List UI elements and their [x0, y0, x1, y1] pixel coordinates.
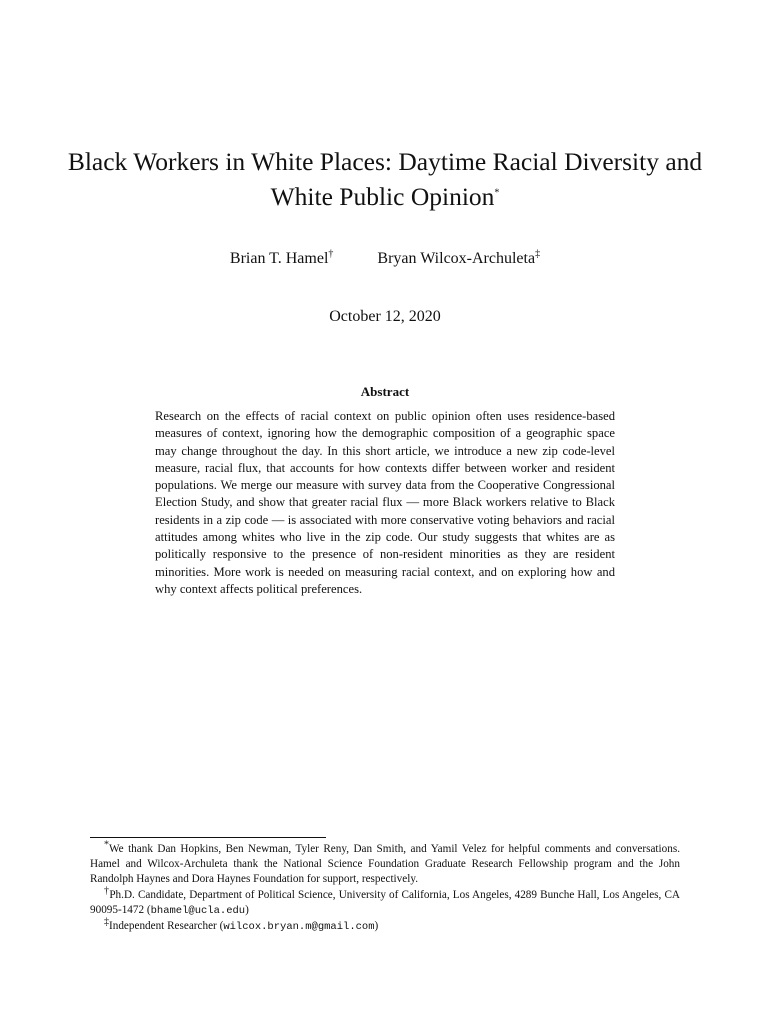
author-2-name: Bryan Wilcox-Archuleta — [377, 250, 536, 267]
footnote-2-mark: † — [104, 884, 110, 896]
footnote-1-text: We thank Dan Hopkins, Ben Newman, Tyler Reny, Dan Smith, and Yamil Velez for helpful comments and conversations. Hamel and Wilcox-Archuleta thank the National Science Foundation Graduate Research Fellowship program and the John Randolph Haynes and Dora Haynes Foundation for support, respectively. — [90, 843, 680, 886]
author-2-mark: ‡ — [535, 248, 541, 260]
footnote-2-close: ) — [245, 903, 249, 916]
abstract-body: Research on the effects of racial context on public opinion often uses residence-based measures of context, ignoring how the demographic composition of a geographic space may change throughout the day. In this short article, we introduce a new zip code-level measure, racial flux, that accounts for how contexts differ between worker and resident populations. We merge our measure with survey data from the Cooperative Congressional Election Study, and show that greater racial flux — more Black workers relative to Black residents in a zip code — is associated with more conservative voting behaviors and racial attitudes among whites who live in the zip code. Our study suggests that whites are as politically responsive to the presence of non-resident minorities as they are resident minorities. More work is needed on measuring racial context, and on exploring how and why context affects political preferences. — [155, 409, 615, 596]
footnotes — [90, 839, 681, 935]
footnote-2-text: Ph.D. Candidate, Department of Political Science, University of California, Los Angeles, 4289 Bunche Hall, Los Angeles, CA 90095-1472 ( — [90, 888, 681, 916]
author-1-email[interactable]: bhamel@ucla.edu — [150, 904, 246, 917]
author-list — [0, 250, 770, 268]
footnote-divider — [90, 837, 326, 838]
footnote-acknowledgements — [90, 839, 680, 888]
paper-title — [60, 144, 710, 214]
footnote-author-1 — [90, 884, 681, 919]
author-1-mark: † — [328, 248, 334, 260]
footnote-1-mark: * — [104, 839, 109, 851]
author-1-name: Brian T. Hamel — [229, 250, 329, 267]
footnote-3-mark: ‡ — [104, 916, 109, 928]
paper-title-text: Black Workers in White Places: Daytime Racial Diversity and White Public Opinion — [67, 147, 703, 211]
title-footnote-mark: * — [494, 187, 500, 199]
publication-date: October 12, 2020 — [329, 308, 441, 325]
footnote-3-close: ) — [374, 920, 379, 933]
author-2-email[interactable]: wilcox.bryan.m@gmail.com — [223, 921, 375, 934]
abstract-heading: Abstract — [360, 384, 410, 399]
author-1 — [230, 250, 334, 268]
footnote-3-text: Independent Researcher ( — [109, 920, 224, 933]
author-2 — [377, 250, 540, 268]
footnote-author-2 — [90, 916, 680, 935]
